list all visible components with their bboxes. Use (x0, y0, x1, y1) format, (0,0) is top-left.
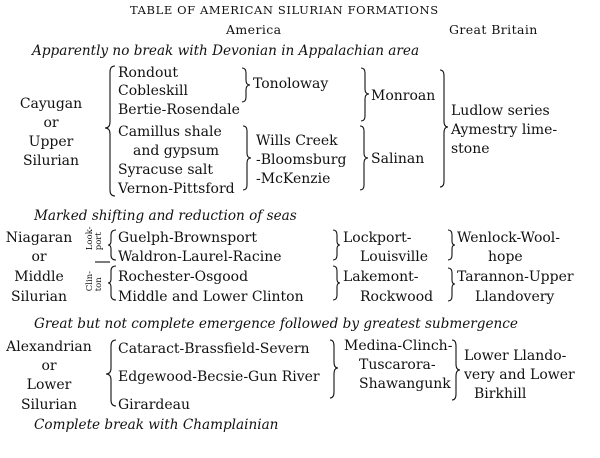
alexandrian-label-2: or (41, 358, 57, 374)
formation-rondout: Rondout (118, 65, 179, 81)
niagaran-label-1: Niagaran (5, 230, 73, 246)
niagaran-label-2: or (31, 249, 47, 265)
clinton-side-label-2: ton (93, 277, 104, 292)
clinton-side-brace (108, 266, 116, 300)
lakemont-rockwood-brace (333, 266, 340, 300)
cayugan-label-3: Upper (28, 134, 74, 150)
britain-wenlock-2: hope (488, 249, 523, 265)
monroan-brace (361, 68, 369, 121)
lockport-side-label-2: port (93, 232, 104, 251)
series-salinan: Salinan (371, 151, 425, 167)
group-medina-2: Tuscarora- (359, 357, 436, 373)
group-wills-creek-3: -McKenzie (256, 171, 331, 187)
formation-vernon-pittsford: Vernon-Pittsford (118, 181, 235, 197)
header-great-britain: Great Britain (449, 22, 538, 37)
britain-lower-llandovery-2: very and Lower (464, 367, 575, 383)
cayugan-label-4: Silurian (22, 153, 80, 169)
britain-ludlow-3: stone (451, 141, 490, 157)
clinton-side-label-1: Clin- (84, 270, 95, 292)
formation-rochester-osgood: Rochester-Osgood (118, 269, 249, 285)
note-no-break-devonian: Apparently no break with Devonian in Appalachian area (32, 43, 420, 59)
lockport-louisville-brace (333, 230, 340, 260)
formation-syracuse-salt: Syracuse salt (118, 162, 213, 178)
tonoloway-brace (242, 68, 250, 102)
series-monroan: Monroan (371, 88, 436, 104)
group-lakemont-2: Rockwood (360, 289, 434, 305)
note-complete-break: Complete break with Champlainian (34, 417, 279, 433)
formation-bertie-rosendale: Bertie-Rosendale (118, 102, 240, 118)
alexandrian-label-4: Silurian (20, 397, 78, 413)
medina-brace (330, 340, 338, 398)
britain-tarannon-1: Tarannon-Upper (457, 269, 574, 285)
tarannon-brace (448, 268, 455, 301)
cayugan-label-1: Cayugan (19, 96, 83, 112)
group-lockport-2: Louisville (360, 249, 429, 265)
lower-llandovery-brace (452, 340, 460, 400)
niagaran-label-4: Silurian (10, 289, 68, 305)
group-tonoloway: Tonoloway (253, 76, 329, 92)
table-title: TABLE OF AMERICAN SILURIAN FORMATIONS (130, 3, 439, 17)
group-medina-1: Medina-Clinch- (344, 338, 453, 354)
wenlock-brace (448, 230, 455, 260)
ludlow-brace (440, 70, 448, 187)
formation-girardeau: Girardeau (118, 397, 191, 413)
alexandrian-label-3: Lower (26, 377, 72, 393)
lockport-side-brace (108, 230, 116, 260)
formation-waldron-laurel-racine: Waldron-Laurel-Racine (118, 249, 282, 265)
cayugan-label-2: or (43, 115, 59, 131)
note-great-emergence: Great but not complete emergence followed by greatest submergence (34, 316, 518, 332)
britain-tarannon-2: Llandovery (475, 289, 555, 305)
group-lakemont-1: Lakemont- (343, 269, 419, 285)
britain-ludlow-1: Ludlow series (451, 103, 550, 119)
formation-camillus-shale: Camillus shale (118, 124, 222, 140)
formation-cobleskill: Cobleskill (118, 83, 188, 99)
cayugan-brace (105, 66, 115, 196)
britain-wenlock-1: Wenlock-Wool- (457, 230, 561, 246)
britain-ludlow-2: Aymestry lime- (451, 122, 558, 138)
salinan-brace (360, 126, 368, 190)
alexandrian-brace (106, 340, 116, 406)
formation-edgewood-becsie-gun-river: Edgewood-Becsie-Gun River (118, 369, 320, 385)
alexandrian-label-1: Alexandrian (6, 339, 92, 355)
niagaran-label-3: Middle (14, 269, 64, 285)
group-wills-creek-2: -Bloomsburg (256, 152, 347, 168)
group-wills-creek-1: Wills Creek (256, 133, 338, 149)
group-medina-3: Shawangunk (359, 376, 451, 392)
group-lockport-1: Lockport- (343, 230, 412, 246)
formation-cataract-brassfield-severn: Cataract-Brassfield-Severn (118, 341, 310, 357)
britain-lower-llandovery-3: Birkhill (474, 386, 527, 402)
lockport-side-label-1: Look- (84, 226, 95, 251)
formation-and-gypsum: and gypsum (133, 143, 220, 159)
britain-lower-llandovery-1: Lower Llando- (464, 348, 567, 364)
formation-middle-lower-clinton: Middle and Lower Clinton (118, 289, 304, 305)
note-marked-shifting: Marked shifting and reduction of seas (34, 208, 297, 224)
header-america: America (226, 22, 282, 37)
formation-guelph-brownsport: Guelph-Brownsport (118, 230, 257, 246)
wills-creek-brace (243, 126, 251, 190)
